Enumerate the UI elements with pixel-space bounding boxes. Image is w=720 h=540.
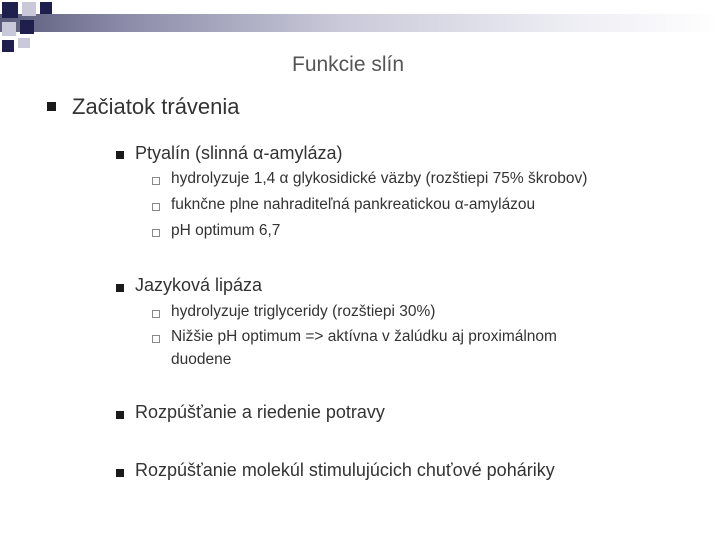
decor-square-dark <box>2 2 18 18</box>
decor-square-light <box>18 38 30 48</box>
square-bullet-icon <box>116 151 124 159</box>
list-item: fuknčne plne nahraditeľná pankreatickou α-amylázou <box>171 196 536 213</box>
list-item: pH optimum 6,7 <box>171 222 281 239</box>
decor-square-dark <box>20 20 34 34</box>
decor-square-light <box>22 2 36 16</box>
hollow-square-bullet-icon <box>152 177 160 185</box>
decor-square-dark <box>2 40 14 52</box>
slide-title: Funkcie slín <box>292 53 405 76</box>
level1-text: Začiatok trávenia <box>72 94 240 119</box>
hollow-square-bullet-icon <box>152 229 160 237</box>
hollow-square-bullet-icon <box>152 203 160 211</box>
square-bullet-icon <box>116 411 124 419</box>
square-bullet-icon <box>116 469 124 477</box>
header-gradient-bar <box>0 14 720 32</box>
hollow-square-bullet-icon <box>152 335 160 343</box>
list-item: hydrolyzuje 1,4 α glykosidické väzby (rozštiepi 75% škrobov) <box>171 170 588 187</box>
section-heading: Jazyková lipáza <box>135 275 263 295</box>
section-heading: Rozpúšťanie a riedenie potravy <box>135 402 385 422</box>
decor-square-light <box>2 22 16 36</box>
section-heading: Rozpúšťanie molekúl stimulujúcich chuťové poháriky <box>135 460 555 480</box>
list-item-continuation: duodene <box>171 351 232 368</box>
hollow-square-bullet-icon <box>152 310 160 318</box>
list-item: Nižšie pH optimum => aktívna v žalúdku aj proximálnom <box>171 328 557 345</box>
section-heading: Ptyalín (slinná α-amyláza) <box>135 143 343 163</box>
square-bullet-icon <box>116 284 124 292</box>
list-item: hydrolyzuje triglyceridy (rozštiepi 30%) <box>171 303 436 320</box>
decor-square-dark <box>40 2 52 14</box>
square-bullet-icon <box>47 102 56 111</box>
